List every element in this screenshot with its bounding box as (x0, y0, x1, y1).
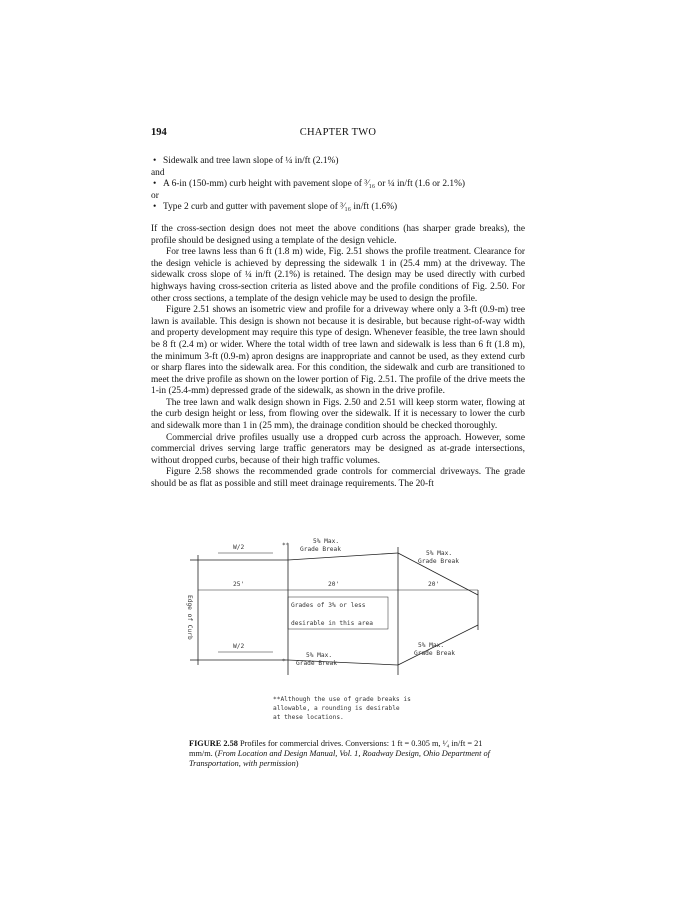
label-marker: * (282, 658, 286, 665)
label-grade-break: 5% Max. (306, 652, 333, 659)
bullet-item: • A 6-in (150-mm) curb height with pavement slope of ³⁄₁₆ or ¼ in/ft (1.6 or 2.1%) (151, 179, 525, 191)
chapter-title: CHAPTER TWO (299, 127, 377, 138)
top-flare-line (288, 553, 398, 560)
figure-caption: FIGURE 2.58 Profiles for commercial drives. Conversions: 1 ft = 0.305 m, ¹⁄₄ in/ft = 21 mm/m. (From Location and Design Manual, Vol. 1, Roadway Design, Ohio Department of Transportation, with permission) (189, 739, 490, 768)
figure-2-58 (178, 535, 508, 745)
paragraph: Figure 2.58 shows the recommended grade controls for commercial driveways. The grade should be as flat as possible and still meet drainage requirements. The 20-ft (151, 467, 525, 490)
label-grade-break: 5% Max. (313, 538, 340, 545)
bullet-item: • Type 2 curb and gutter with pavement slope of ³⁄₁₆ in/ft (1.6%) (151, 202, 525, 214)
label-grade-break: Grade Break (418, 558, 459, 565)
label-marker: ** (282, 542, 290, 549)
label-dimension: 20' (328, 581, 340, 588)
label-w-top: W/2 (233, 544, 245, 551)
label-w-bottom: W/2 (233, 643, 245, 650)
label-dimension: 25' (233, 581, 245, 588)
caption-source: From Location and Design Manual, Vol. 1, Roadway Design, Ohio Department of Transportation, with permission (189, 749, 490, 768)
driveway-profile-diagram (178, 535, 508, 695)
label-dimension: 20' (428, 581, 440, 588)
page-header (151, 127, 525, 141)
conjunction: and (151, 167, 165, 178)
label-grade-break: Grade Break (414, 650, 455, 657)
paragraph: The tree lawn and walk design shown in Figs. 2.50 and 2.51 will keep storm water, flowing at the curb design height or less, from flowing over the sidewalk. If it is necessary to lower the curb and sidewalk more than 1 in (25 mm), the drainage condition should be checked thoroughly. (151, 397, 525, 432)
page-number: 194 (151, 127, 167, 138)
conjunction: or (151, 190, 159, 201)
label-grades: desirable in this area (291, 620, 373, 627)
label-grade-break: 5% Max. (426, 550, 453, 557)
caption-label: FIGURE 2.58 (189, 739, 238, 748)
paragraph: For tree lawns less than 6 ft (1.8 m) wide, Fig. 2.51 shows the profile treatment. Clearance for the design vehicle is achieved by depressing the sidewalk 1 in (25.4 mm) at the driveway. The sidewalk cross slope of ¼ in/ft (2.1%) is retained. The design may be used directly with curbed highways having cross-section criteria as listed above and the profile conditions of Fig. 2.50. For other cross sections, a template of the design vehicle may be used to design the profile. (151, 247, 525, 304)
bullet-item: • Sidewalk and tree lawn slope of ¼ in/ft (2.1%) (151, 156, 525, 168)
paragraph: Commercial drive profiles usually use a dropped curb across the approach. However, some commercial drives serving large traffic generators may be designed as at-grade intersections, without dropped curbs, because of their high traffic volumes. (151, 432, 525, 466)
paragraph: Figure 2.51 shows an isometric view and profile for a driveway where only a 3-ft (0.9-m) tree lawn is available. This design is shown not because it is desirable, but because right-of-way width and property development may require this type of design. Whenever feasible, the tree lawn should be 8 ft (2.4 m) or wider. Where the total width of tree lawn and sidewalk is less than 6 ft (1.8 m), the minimum 3-ft (0.9-m) apron designs are inappropriate and cannot be used, as they extend curb or sharp flares into the sidewalk area. For this condition, the sidewalk and curb are transitioned to meet the drive profile as shown on the lower portion of Fig. 2.51. The profile of the drive meets the 1-in (25.4-mm) depressed grade of the sidewalk, as shown in the drive profile. (151, 305, 525, 397)
figure-note: **Although the use of grade breaks is allowable, a rounding is desirable at these locations. (273, 696, 411, 721)
label-grades: Grades of 3% or less (291, 602, 366, 609)
label-grade-break: 5% Max. (418, 642, 445, 649)
label-edge-of-curb: Edge of Curb (186, 595, 193, 640)
body-text (151, 156, 525, 491)
paragraph: If the cross-section design does not meet the above conditions (has sharper grade breaks), the profile should be designed using a template of the design vehicle. (151, 223, 525, 246)
label-grade-break: Grade Break (300, 546, 341, 553)
label-grade-break: Grade Break (296, 660, 337, 667)
